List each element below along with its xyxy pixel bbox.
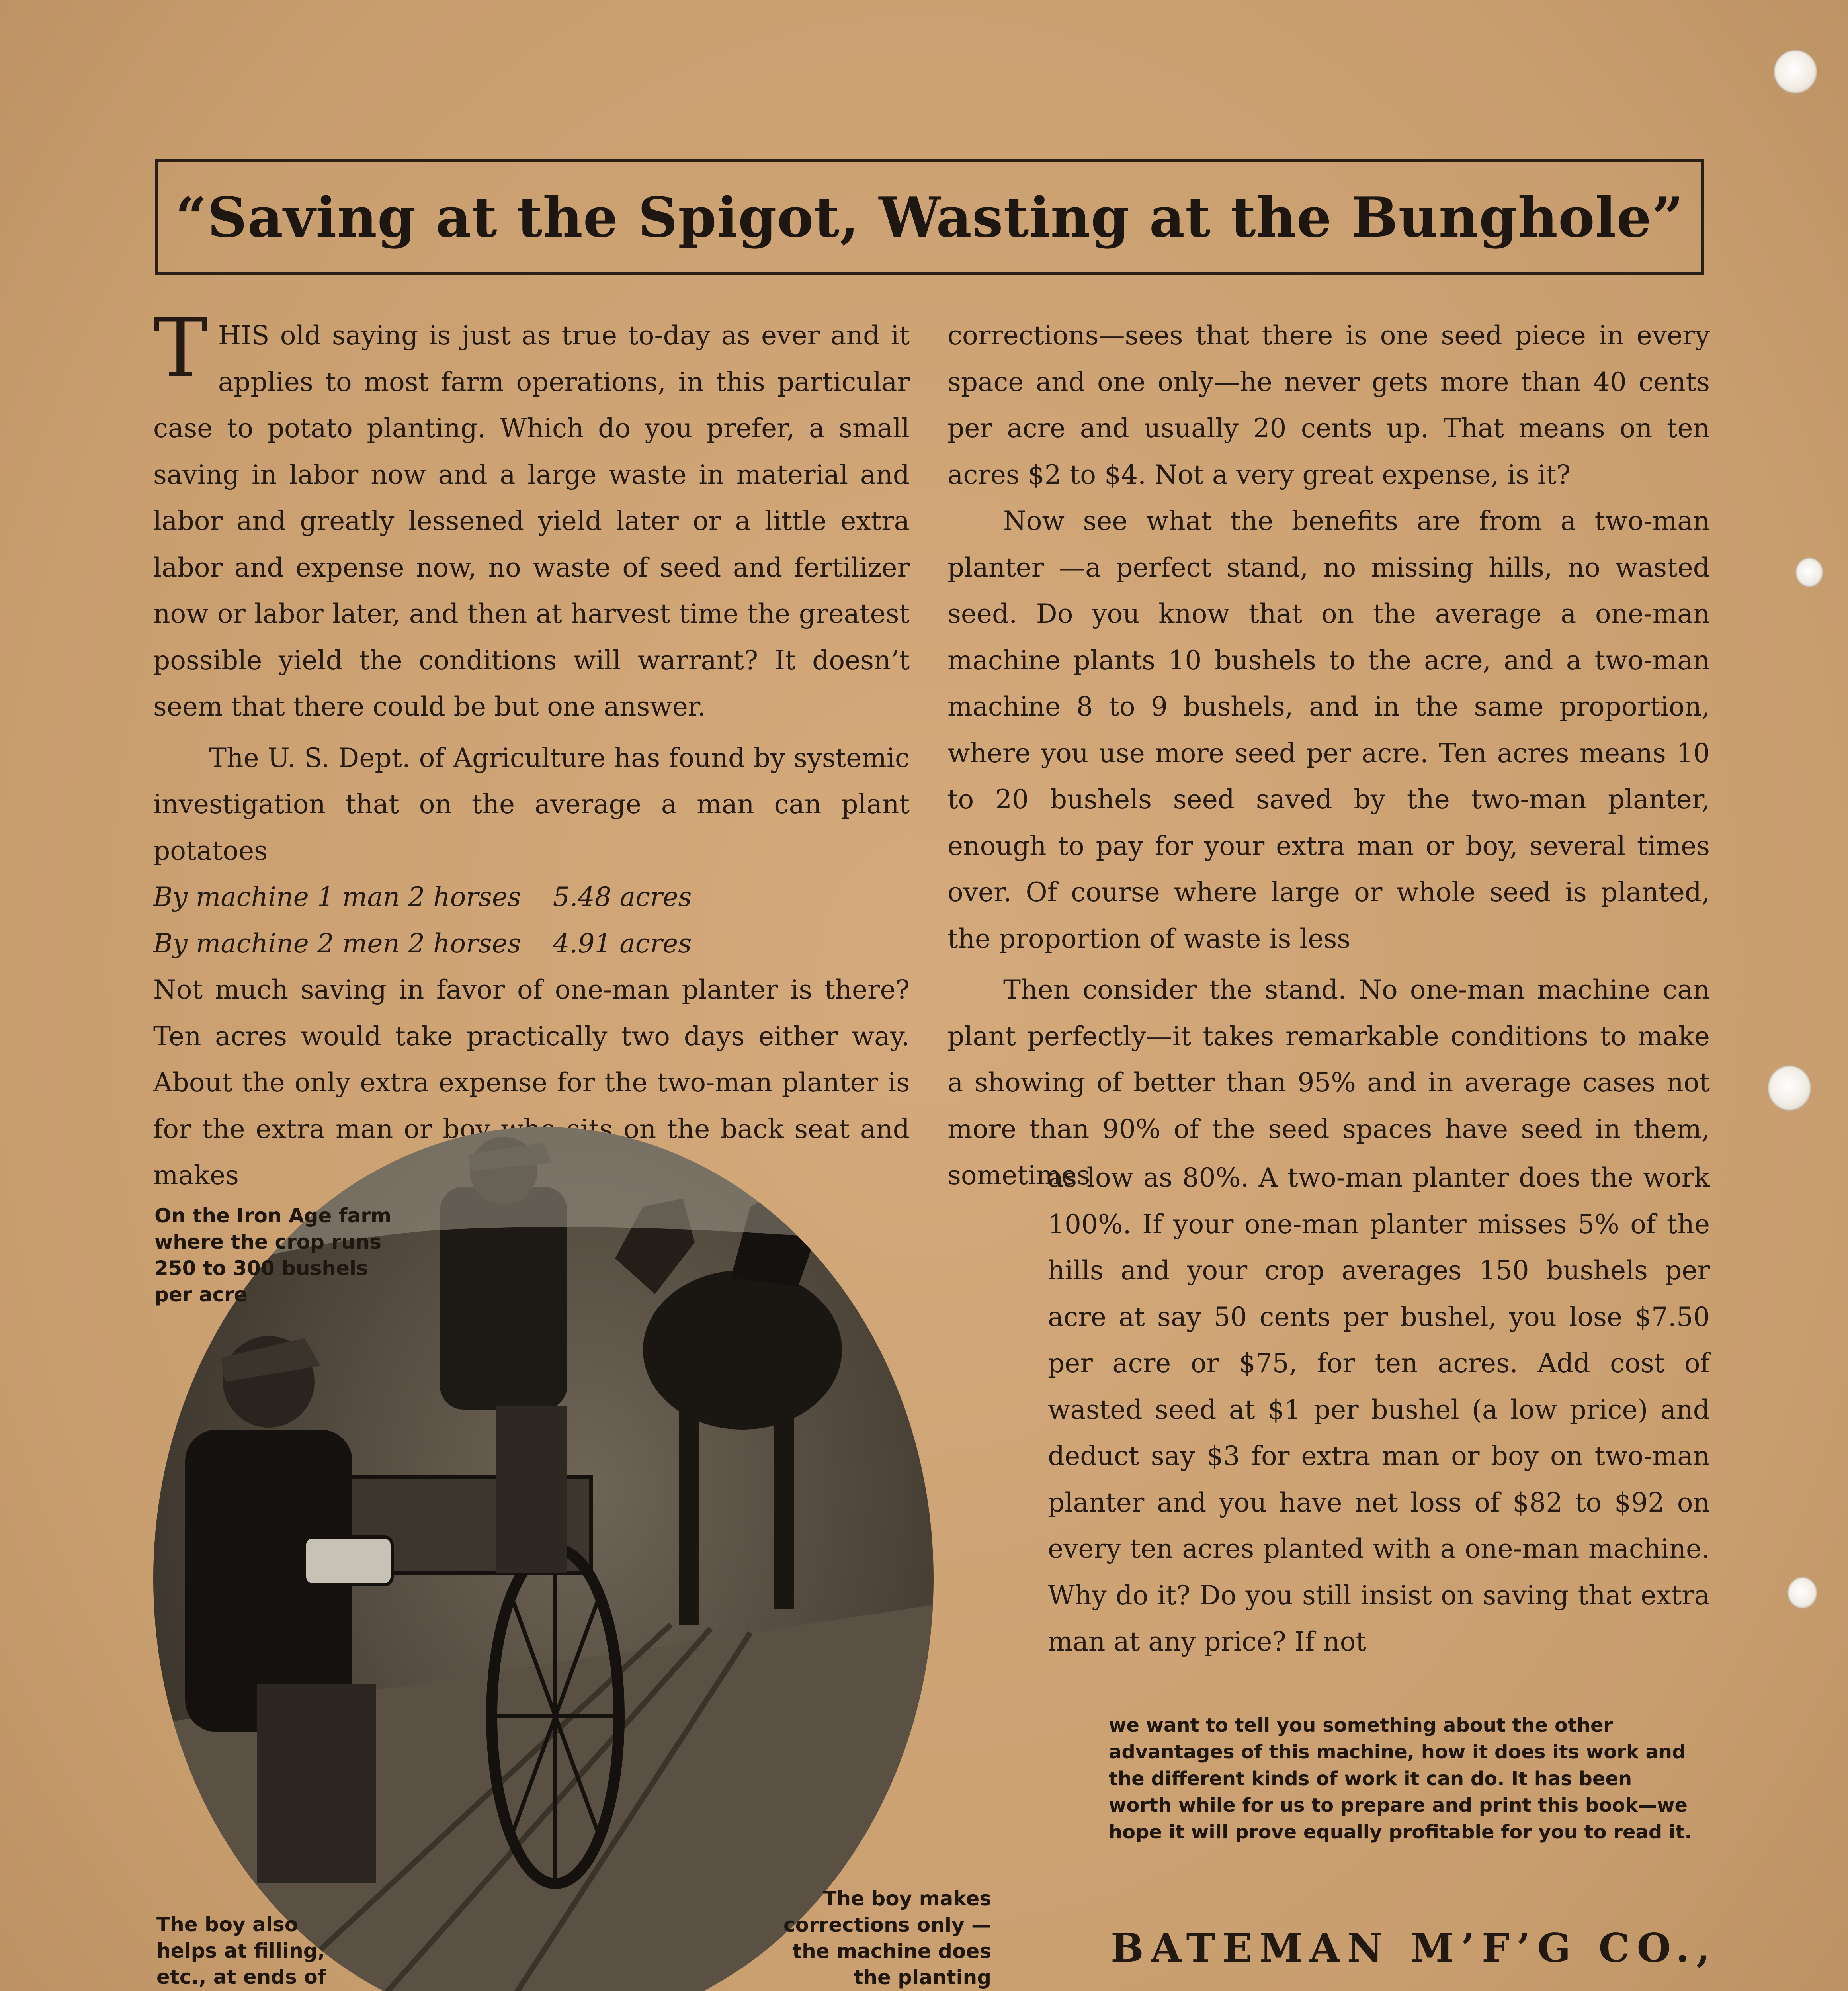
stat-2-label: By machine 2 men 2 horses xyxy=(153,928,521,959)
left-paragraph-1 xyxy=(153,301,910,730)
binder-hole-4 xyxy=(1787,1577,1817,1609)
fertilizer-box xyxy=(305,1537,392,1585)
stat-1-value: 5.48 acres xyxy=(553,882,692,912)
boy-legs xyxy=(257,1684,376,1883)
title-box xyxy=(155,159,1704,275)
binder-hole-1 xyxy=(1774,50,1817,94)
right-paragraph-3-continued: as low as 80%. A two-man planter does the work 100%. If your one-man planter misses 5% of the hills and your crop averages 150 bushels per acre at say 50 cents per bushel, you lose $7.50 per acre or $75, for ten acres. Add cost of wasted seed at $1 per bushel (a low price) and deduct say $3 for extra man or boy on two-man planter and you have net loss of $82 to $92 on every ten acres planted with a one-man machine. Why do it? Do you still insist on saving that extra man at any price? If not xyxy=(1048,1162,1710,1657)
right-paragraph-1: corrections—sees that there is one seed piece in every space and one only—he never gets more than 40 cents per acre and usually 20 cents up. That means on ten acres $2 to $4. Not a very great expense, is it? xyxy=(947,320,1710,490)
binder-hole-3 xyxy=(1768,1065,1811,1111)
left-paragraph-1-text: HIS old saying is just as true to-day as ever and it applies to most farm operations, in this particular case to potato planting. Which do you prefer, a small saving in labor now and a large waste in material and labor and greatly lessened yield later or a little extra labor and expense now, no waste of seed and fertilizer now or labor later, and then at harvest time the greatest possible yield the conditions will warrant? It doesn’t seem that there could be but one answer. xyxy=(153,320,910,722)
stat-row-2 xyxy=(153,921,910,967)
man-legs xyxy=(496,1406,567,1573)
horse-body xyxy=(643,1270,842,1430)
stat-row-1 xyxy=(153,874,910,921)
right-column-bottom xyxy=(1048,1155,1710,1665)
stat-1-label: By machine 1 man 2 horses xyxy=(153,882,521,912)
left-column xyxy=(153,301,910,1199)
caption-boy-corrections: The boy makes corrections only —the machine does the planting xyxy=(783,1887,991,1989)
caption-boy-filling: The boy also helps at filling, etc., at ends of xyxy=(156,1913,326,1989)
company-name: BATEMAN M’F’G CO., xyxy=(1111,1925,1717,1971)
right-paragraph-2: Now see what the benefits are from a two-man planter —a perfect stand, no missing hills, no wasted seed. Do you know that on the average a one-man machine plants 10 bushels to the acre, and a two-man machine 8 to 9 bushels, and in the same proportion, where you use more seed per acre. Ten acres means 10 to 20 bushels seed saved by the two-man planter, enough to pay for your extra man or boy, several times over. Of course where large or whole seed is planted, the proportion of waste is less xyxy=(947,506,1710,954)
left-paragraph-2: The U. S. Dept. of Agriculture has found by systemic investigation that on the average a man can plant potatoes xyxy=(153,742,910,866)
horse-leg-1 xyxy=(679,1386,699,1625)
binder-hole-2 xyxy=(1795,557,1823,587)
caption-farm: On the Iron Age farm where the crop runs 250 to 300 bushels per acre xyxy=(154,1204,391,1306)
right-paragraph-3-start: Then consider the stand. No one-man machine can plant perfectly—it takes remarkable conditions to make a showing of better than 95% and in average cases not more than 90% of the seed spaces have seed in them, sometimes xyxy=(947,974,1710,1191)
wheel-spokes xyxy=(492,1549,619,1883)
drop-cap: T xyxy=(153,301,208,396)
horse-leg-2 xyxy=(774,1386,794,1609)
right-column-top xyxy=(947,313,1710,1199)
page-title: “Saving at the Spigot, Wasting at the Bunghole” xyxy=(175,184,1684,250)
stat-2-value: 4.91 acres xyxy=(553,928,692,959)
left-paragraph-3: Not much saving in favor of one-man planter is there? Ten acres would take practically two days either way. About the only extra expense for the two-man planter is xyxy=(153,974,910,1098)
closing-paragraph: we want to tell you something about the other advantages of this machine, how it does its work and the different kinds of work it can do. It has been worth while for us to prepare and print this book—we hope it will prove equally profitable for you to read it. xyxy=(1109,1714,1692,1843)
